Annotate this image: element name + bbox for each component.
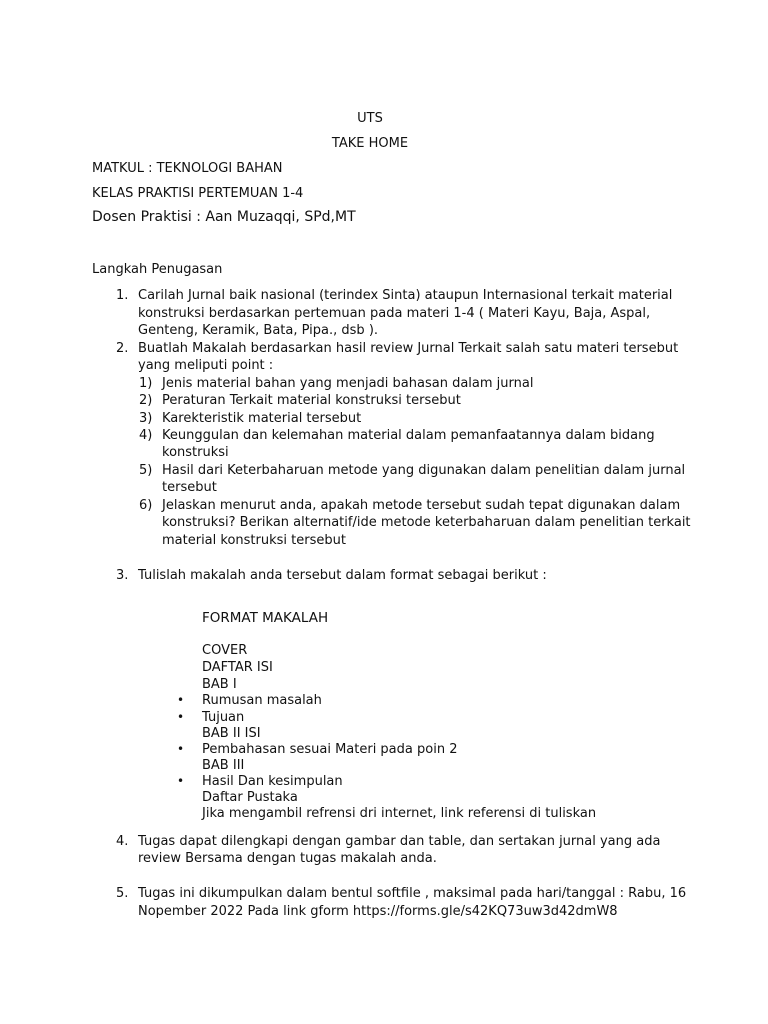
intro-text: Langkah Penugasan [92, 262, 223, 277]
subitem-number: 4) [139, 428, 153, 443]
format-line: Daftar Pustaka [202, 790, 298, 805]
dosen-line: Dosen Praktisi : Aan Muzaqqi, SPd,MT [92, 209, 356, 225]
step-line: Buatlah Makalah berdasarkan hasil review Jurnal Terkait salah satu materi tersebut [138, 341, 679, 356]
subitem-line: Peraturan Terkait material konstruksi tersebut [162, 393, 461, 408]
step-number: 4. [116, 834, 129, 849]
format-line: BAB II ISI [202, 726, 261, 741]
subitem-line: tersebut [162, 480, 217, 495]
subitem-number: 5) [139, 463, 153, 478]
bullet-icon: • [177, 742, 185, 756]
step-number: 2. [116, 341, 129, 356]
format-line: Jika mengambil refrensi dri internet, link referensi di tuliskan [202, 806, 597, 821]
step-line: Nopember 2022 Pada link gform https://forms.gle/s42KQ73uw3d42dmW8 [138, 904, 618, 919]
subitem-line: konstruksi? Berikan alternatif/ide metode keterbaharuan dalam penelitian terkait [162, 515, 691, 530]
kelas-line: KELAS PRAKTISI PERTEMUAN 1-4 [92, 186, 304, 201]
subitem-line: Jenis material bahan yang menjadi bahasan dalam jurnal [162, 376, 534, 391]
format-line: Rumusan masalah [202, 693, 322, 708]
subitem-line: Keunggulan dan kelemahan material dalam pemanfaatannya dalam bidang [162, 428, 655, 443]
step-number: 3. [116, 568, 129, 583]
step-line: Genteng, Keramik, Bata, Pipa., dsb ). [138, 323, 379, 338]
step-line: yang meliputi point : [138, 358, 274, 373]
subitem-line: konstruksi [162, 445, 229, 460]
format-line: BAB III [202, 758, 245, 773]
step-number: 1. [116, 288, 129, 303]
subitem-number: 2) [139, 393, 153, 408]
subitem-number: 6) [139, 498, 153, 513]
subitem-number: 3) [139, 411, 153, 426]
format-line: Tujuan [202, 710, 245, 725]
format-line: BAB I [202, 677, 237, 692]
bullet-icon: • [177, 774, 185, 788]
matkul-line: MATKUL : TEKNOLOGI BAHAN [92, 161, 283, 176]
step-line: Tulislah makalah anda tersebut dalam format sebagai berikut : [138, 568, 547, 583]
format-line: Hasil Dan kesimpulan [202, 774, 343, 789]
format-line: COVER [202, 643, 248, 658]
subitem-line: material konstruksi tersebut [162, 533, 346, 548]
format-line: DAFTAR ISI [202, 660, 273, 675]
subitem-number: 1) [139, 376, 153, 391]
step-line: Tugas dapat dilengkapi dengan gambar dan table, dan sertakan jurnal yang ada [138, 834, 661, 849]
bullet-icon: • [177, 693, 185, 707]
format-heading: FORMAT MAKALAH [202, 610, 329, 626]
step-line: Carilah Jurnal baik nasional (terindex Sinta) ataupun Internasional terkait material [138, 288, 673, 303]
subitem-line: Hasil dari Keterbaharuan metode yang digunakan dalam penelitian dalam jurnal [162, 463, 686, 478]
step-line: Tugas ini dikumpulkan dalam bentul softfile , maksimal pada hari/tanggal : Rabu, 16 [138, 886, 687, 901]
format-line: Pembahasan sesuai Materi pada poin 2 [202, 742, 458, 757]
subitem-line: Karekteristik material tersebut [162, 411, 362, 426]
step-line: review Bersama dengan tugas makalah anda. [138, 851, 437, 866]
subitem-line: Jelaskan menurut anda, apakah metode tersebut sudah tepat digunakan dalam [162, 498, 681, 513]
step-number: 5. [116, 886, 129, 901]
bullet-icon: • [177, 710, 185, 724]
doc-title: UTS [357, 111, 383, 126]
doc-subtitle: TAKE HOME [331, 136, 409, 151]
step-line: konstruksi berdasarkan pertemuan pada materi 1-4 ( Materi Kayu, Baja, Aspal, [138, 306, 651, 321]
